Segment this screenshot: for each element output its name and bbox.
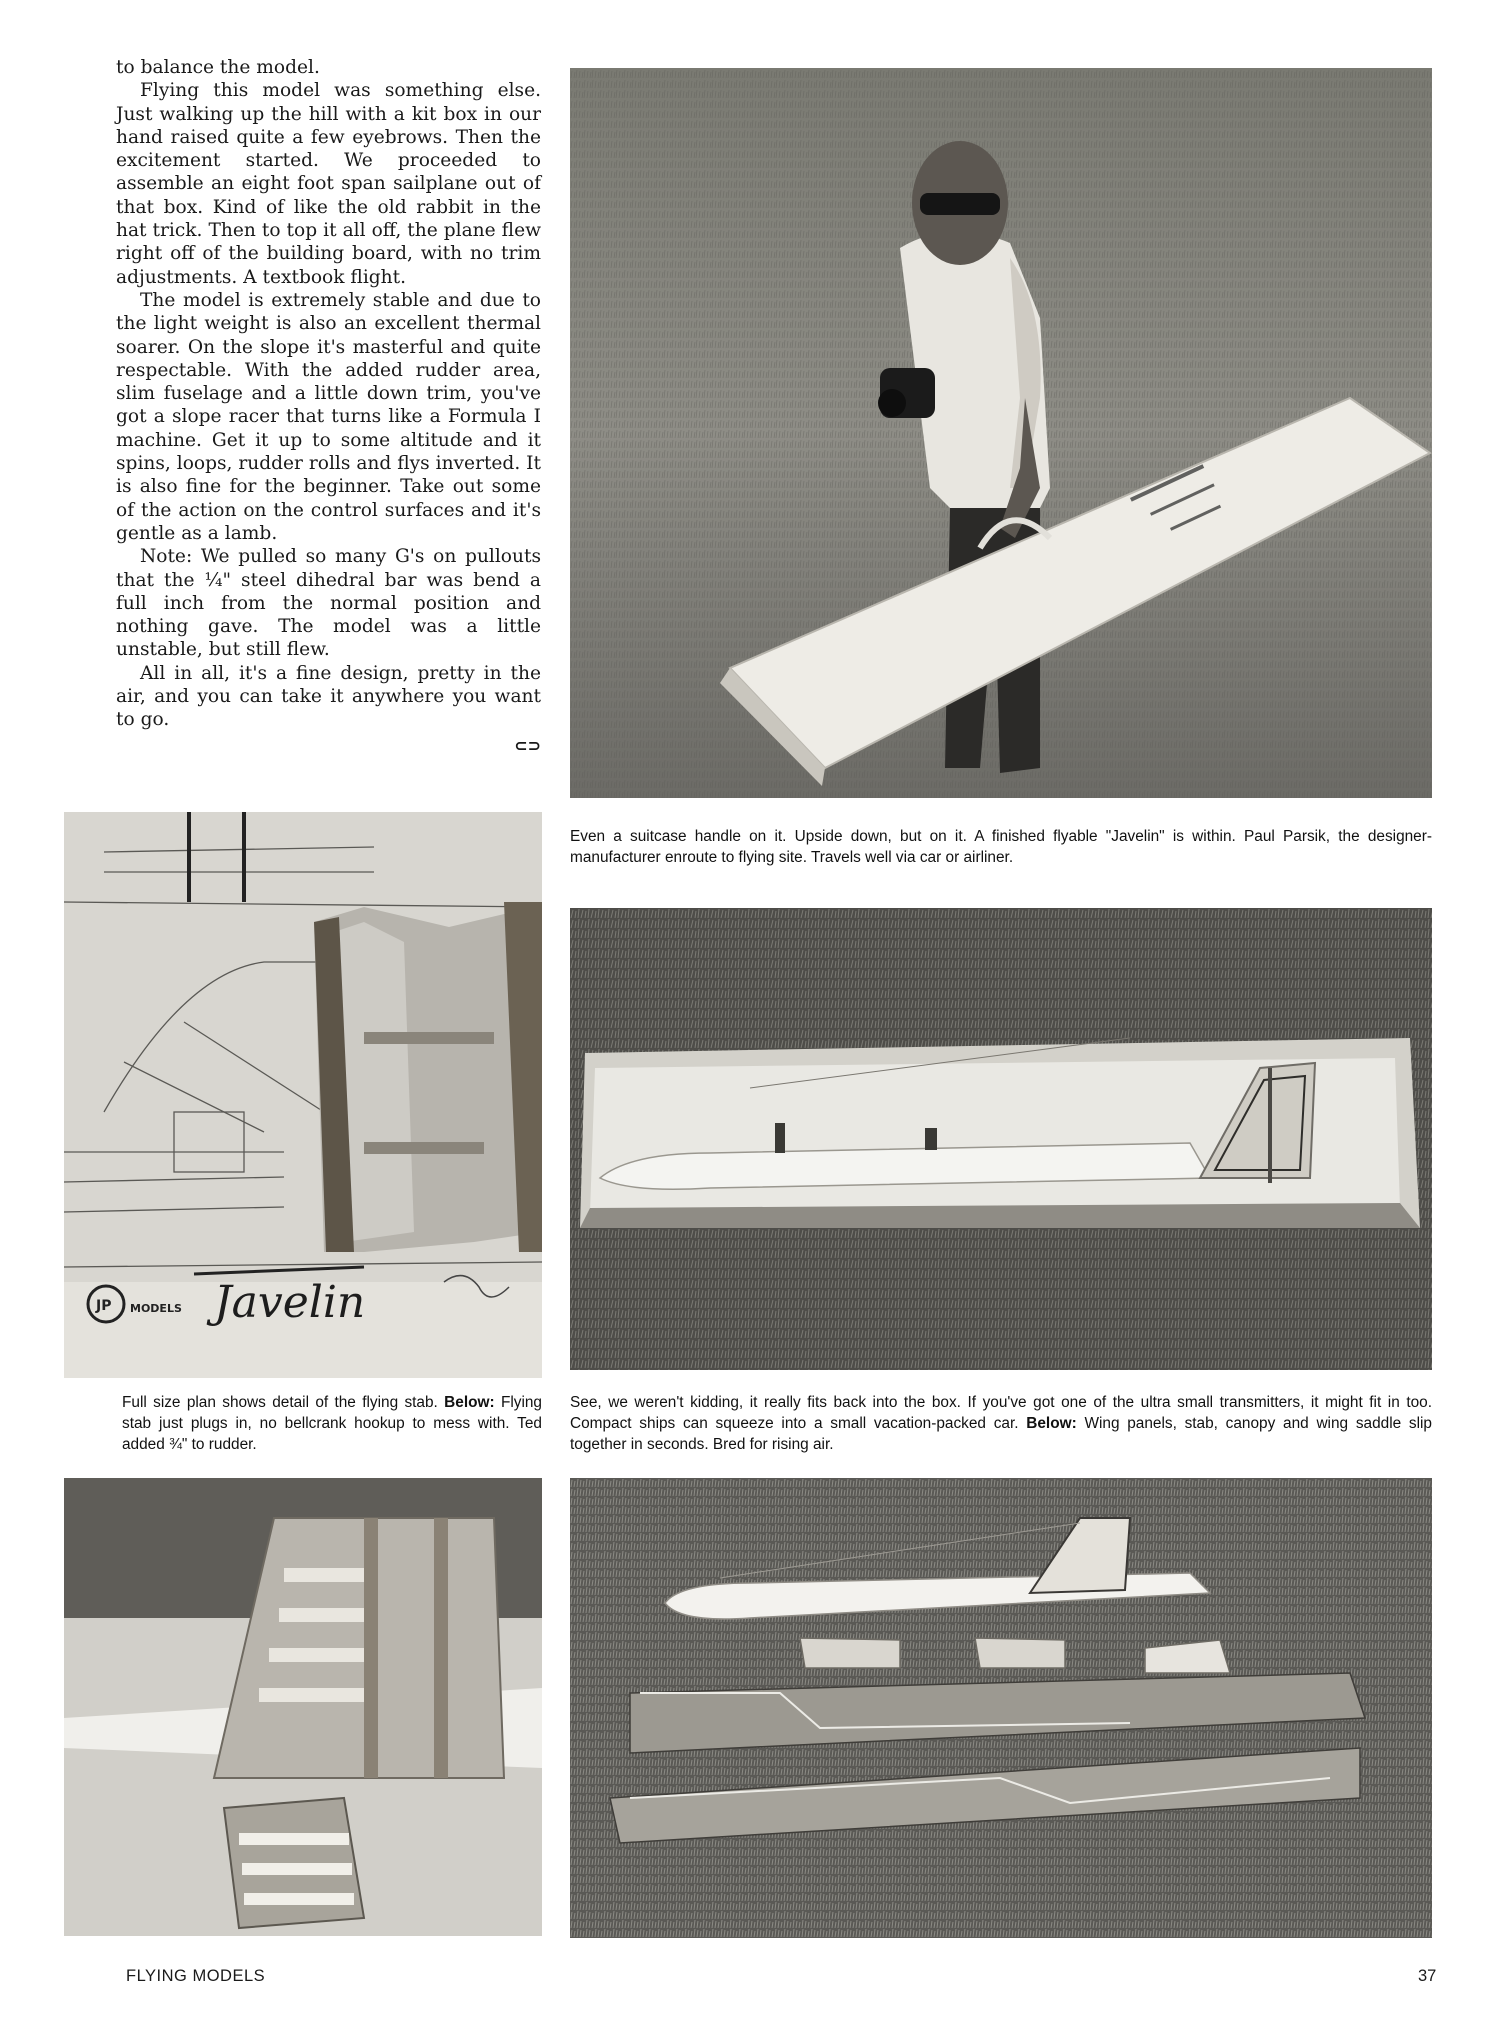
photo-plan-drawing [64, 812, 542, 1378]
footer-page-number: 37 [1418, 1967, 1437, 1985]
caption-plan-below: Flying stab just plugs in, no bellcrank hookup to mess with. Ted added ¾" to rudder. [122, 1394, 542, 1453]
caption-plan-main: Full size plan shows detail of the flying stab. [122, 1394, 438, 1411]
footer-magazine-title: FLYING MODELS [126, 1967, 266, 1985]
end-mark-icon: ⊂⊃ [514, 735, 541, 755]
svg-text:JP: JP [96, 1298, 112, 1314]
photo-designer-with-kit-box [570, 68, 1432, 798]
caption-box-below: Wing panels, stab, canopy and wing saddle slip together in seconds. Bred for rising air. [570, 1415, 1432, 1453]
article-paragraph: to balance the model. [116, 57, 320, 78]
caption-designer-photo: Even a suitcase handle on it. Upside down, but on it. A finished flyable "Javelin" is within. Paul Parsik, the designer-manufacturer enroute to flying site. Travels well via car or airliner. [570, 828, 1432, 866]
article-body [116, 56, 541, 757]
caption-box-main: See, we weren't kidding, it really fits back into the box. If you've got one of the ultra small transmitters, it might fit in too. Compact ships can squeeze into a small vacation-packed car. [570, 1394, 1432, 1432]
photo-flying-stab [64, 1478, 542, 1936]
photo-parts-layout [570, 1478, 1432, 1938]
caption-box-below-label: Below: [1026, 1415, 1077, 1432]
article-paragraph: The model is extremely stable and due to the light weight is also an excellent thermal soarer. On the slope it's masterful and quite respectable. With the added rudder area, slim fuselage and a little down trim, you've got a slope racer that turns like a Formula I machine. Get it up to some altitude and it spins, loops, rudder rolls and flys inverted. It is also fine for the beginner. Take out some of the action on the control surfaces and it's gentle as a lamb. [116, 289, 541, 544]
plan-title-text: Javelin [214, 1277, 366, 1328]
caption-box [570, 1392, 1432, 1455]
plan-brand-text: MODELS [130, 1302, 182, 1315]
article-paragraph: All in all, it's a fine design, pretty in the air, and you can take it anywhere you want to go. [116, 662, 541, 731]
caption-plan-below-label: Below: [444, 1394, 495, 1411]
caption-plan [122, 1392, 542, 1455]
photo-model-in-box [570, 908, 1432, 1370]
article-paragraph: Note: We pulled so many G's on pullouts that the ¼" steel dihedral bar was bend a full inch from the normal position and nothing gave. The model was a little unstable, but still flew. [116, 546, 541, 661]
article-paragraph: Flying this model was something else. Just walking up the hill with a kit box in our hand raised quite a few eyebrows. Then the excitement started. We proceeded to assemble an eight foot span sailplane out of that box. Kind of like the old rabbit in the hat trick. Then to top it all off, the plane flew right off of the building board, with no trim adjustments. A textbook flight. [116, 80, 541, 288]
